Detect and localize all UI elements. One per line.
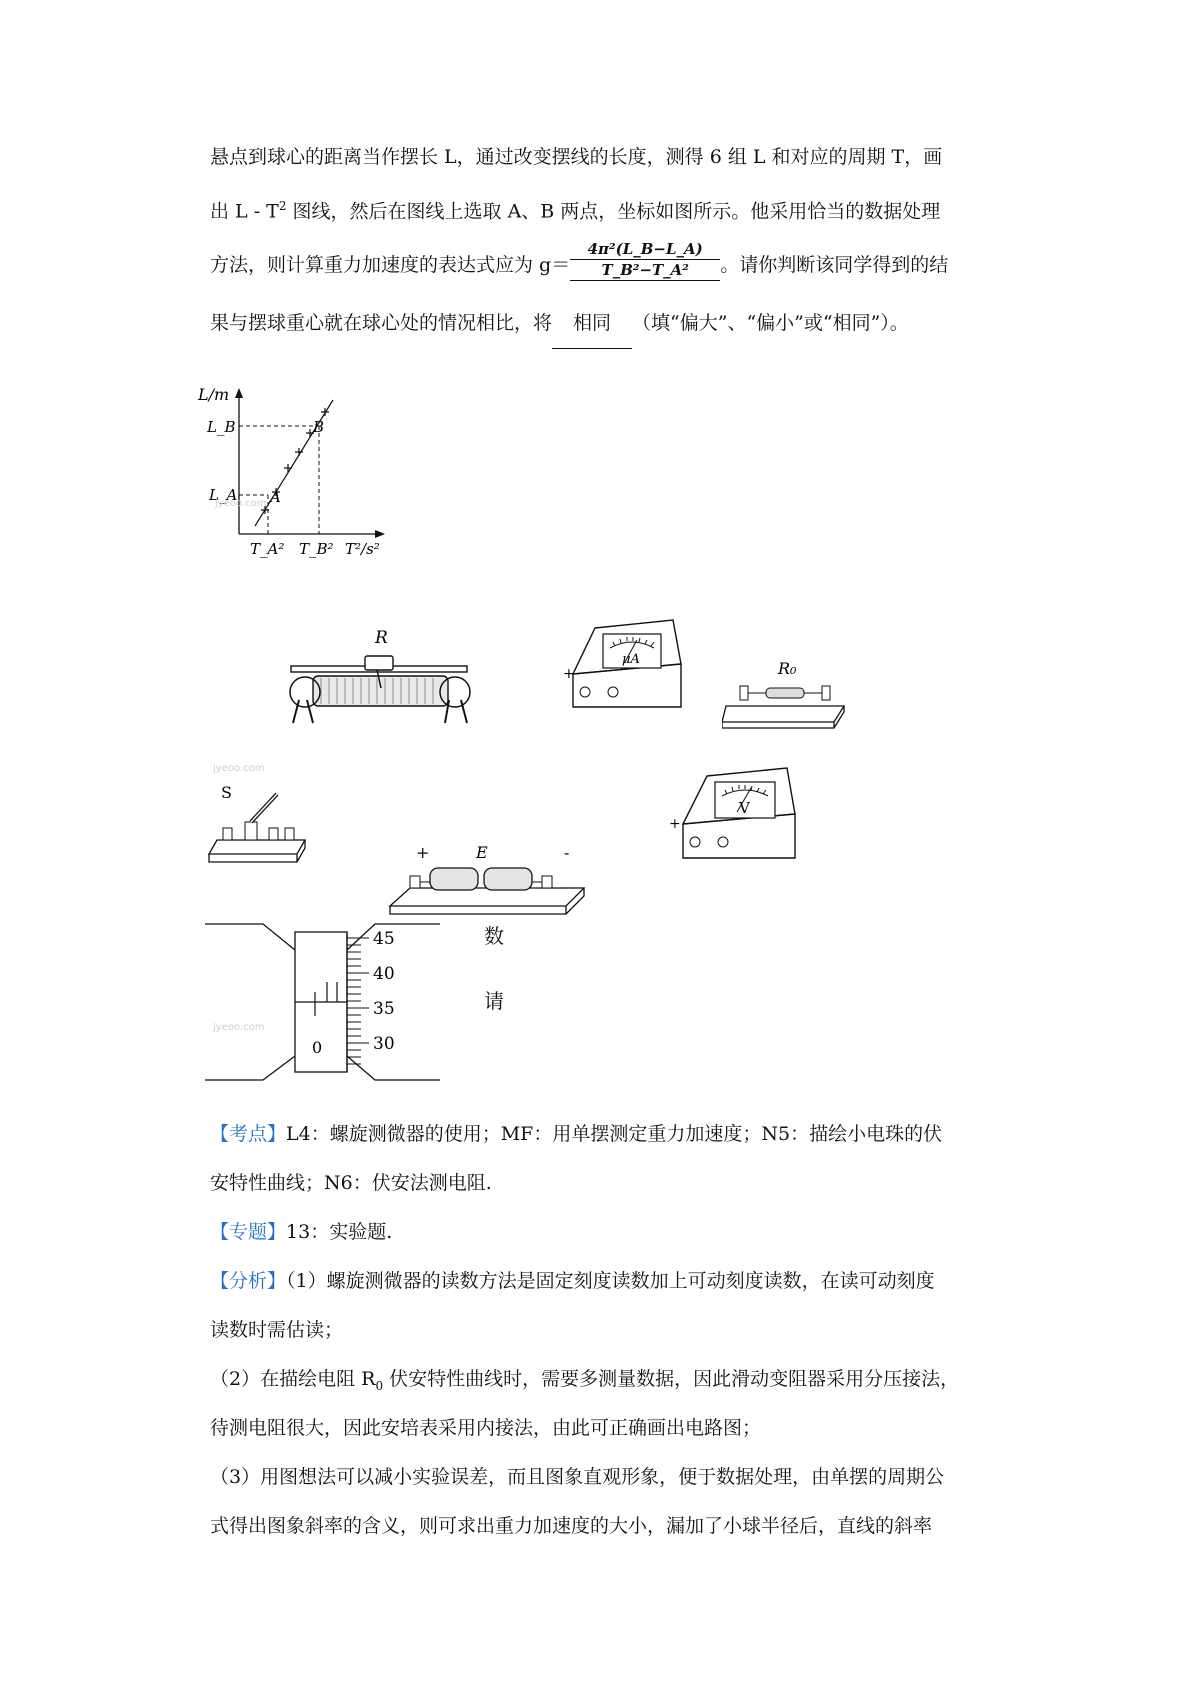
gravity-formula bbox=[570, 239, 720, 281]
point-a-label: A bbox=[270, 488, 281, 506]
point-b-label: B bbox=[313, 418, 325, 436]
switch-figure bbox=[207, 778, 312, 868]
x-axis-label: T²/s² bbox=[345, 540, 380, 558]
battery-figure bbox=[388, 838, 593, 918]
zhuanti-tag: 【专题】 bbox=[210, 1221, 287, 1243]
intro-line-4: 果与摆球重心就在球心处的情况相比，将 相同 （填“偏大”、“偏小”或“相同”）。 bbox=[210, 299, 1030, 348]
side-char-2: 请 bbox=[484, 989, 504, 1013]
intro-paragraph bbox=[210, 133, 1030, 348]
resistor-figure bbox=[722, 658, 852, 730]
part3-line-1: （3）用图想法可以减小实验误差，而且图象直观形象，便于数据处理，由单摆的周期公 bbox=[210, 1466, 945, 1488]
battery-label: E bbox=[476, 843, 488, 862]
kaodian-line-2: 安特性曲线；N6：伏安法测电阻. bbox=[210, 1172, 492, 1194]
rheostat-figure bbox=[285, 628, 480, 728]
thimble-ticks bbox=[347, 938, 369, 1064]
resistor-label: R₀ bbox=[778, 659, 797, 678]
formula-numerator: 4π²(L_B−L_A) bbox=[570, 239, 720, 260]
watermark-2: jyeoo.com bbox=[213, 763, 265, 774]
tb-label: T_B² bbox=[299, 540, 334, 558]
y-axis-arrow bbox=[235, 388, 243, 398]
intro-line-2: 出 L - $T^2$ 图线，然后在图线上选取 A、B 两点，坐标如图所示。他采用恰当的数据处理 bbox=[210, 199, 941, 223]
rheostat-label: R bbox=[375, 628, 388, 648]
voltmeter-figure bbox=[665, 758, 815, 868]
formula-denominator: T_B²−T_A² bbox=[601, 261, 689, 279]
battery-minus: - bbox=[564, 843, 570, 862]
fenxi-line-1: 【分析】（1）螺旋测微器的读数方法是固定刻度读数加上可动刻度读数，在读可动刻度 bbox=[210, 1270, 935, 1292]
watermark-3: jyeoo.com bbox=[213, 1022, 265, 1033]
tick-30: 30 bbox=[373, 1034, 395, 1054]
voltmeter-plus: + bbox=[669, 816, 681, 832]
y-axis-label: L/m bbox=[198, 388, 230, 404]
la-label: L_A bbox=[209, 486, 238, 504]
tick-45: 45 bbox=[373, 929, 395, 949]
intro-line-3: 方法，则计算重力加速度的表达式应为 g＝ $\frac{\text{4π²(L\_B−L\_A)}}{\text{T\_B²−T\_A²}}$ 。请你判断该同学得到的结 bbox=[210, 240, 949, 279]
fenxi-line-2: 读数时需估读； bbox=[210, 1319, 344, 1341]
part3-line-2: 式得出图象斜率的含义，则可求出重力加速度的大小，漏加了小球半径后，直线的斜率 bbox=[210, 1515, 933, 1537]
answer-blank: 相同 bbox=[552, 299, 632, 349]
micrometer-figure bbox=[205, 908, 440, 1096]
tick-35: 35 bbox=[373, 999, 395, 1019]
lb-label: L_B bbox=[207, 418, 236, 436]
voltmeter-label: V bbox=[739, 799, 750, 817]
kaodian-line-1: 【考点】L4：螺旋测微器的使用；MF：用单摆测定重力加速度；N5：描绘小电珠的伏 bbox=[210, 1123, 943, 1145]
microammeter-figure bbox=[555, 612, 695, 717]
switch-label: S bbox=[221, 783, 232, 802]
fenxi-tag: 【分析】 bbox=[210, 1270, 287, 1292]
zero-label: 0 bbox=[312, 1038, 323, 1057]
x-axis-arrow bbox=[375, 530, 385, 538]
side-char-1: 数 bbox=[484, 924, 504, 948]
analysis-section bbox=[210, 1110, 1030, 1551]
tick-40: 40 bbox=[373, 964, 395, 984]
battery-plus: + bbox=[416, 843, 430, 862]
kaodian-tag: 【考点】 bbox=[210, 1123, 287, 1145]
microammeter-label: μA bbox=[622, 652, 640, 667]
ta-label: T_A² bbox=[250, 540, 285, 558]
watermark-1: jyeoo.com bbox=[215, 498, 267, 509]
intro-line-1: 悬点到球心的距离当作摆长 L，通过改变摆线的长度，测得 6 组 L 和对应的周期 T，画 bbox=[210, 146, 943, 168]
l-t2-graph bbox=[195, 388, 405, 600]
part2-line-1: （2）在描绘电阻 $R_0$ 伏安特性曲线时，需要多测量数据，因此滑动变阻器采用分压接法， bbox=[210, 1368, 960, 1393]
microammeter-plus: + bbox=[563, 666, 575, 682]
part2-line-2: 待测电阻很大，因此安培表采用内接法，由此可正确画出电路图； bbox=[210, 1417, 762, 1439]
zhuanti-line: 【专题】13：实验题. bbox=[210, 1221, 393, 1243]
